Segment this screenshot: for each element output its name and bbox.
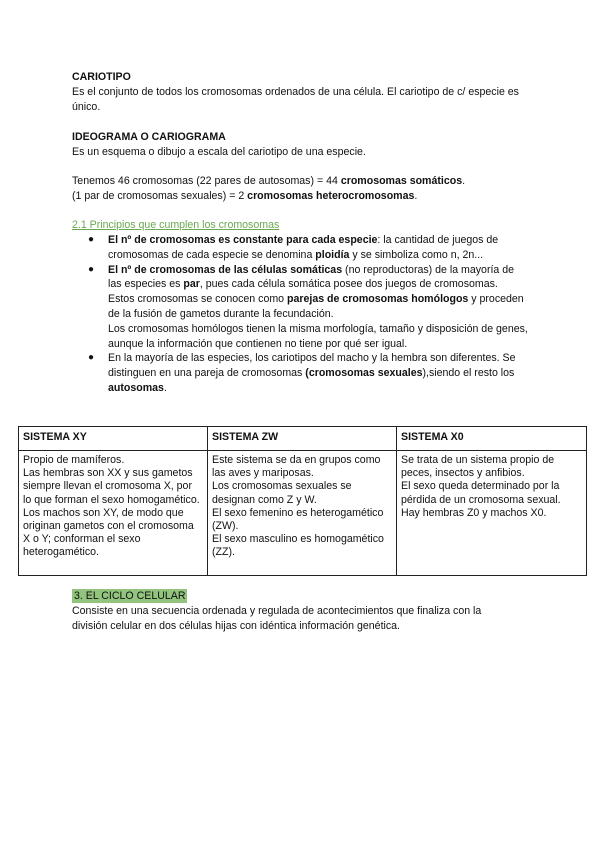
table-header-row — [19, 427, 587, 451]
counts-line-2: (1 par de cromosomas sexuales) = 2 cromosomas heterocromosomas. — [72, 189, 418, 202]
section-3-text: Consiste en una secuencia ordenada y regulada de acontecimientos que finaliza con la división celular en dos células hijas con idéntica información genética. — [72, 604, 482, 632]
table-row — [19, 451, 587, 576]
cell-xy: Propio de mamíferos. Las hembras son XX y sus gametos siempre llevan el cromosoma X, por lo que forman el sexo homogamético. Los machos son XY, de modo que originan gametos con el cromosoma X o Y; conforman el sexo heterogamético. — [19, 451, 208, 576]
section-2-1-heading-link[interactable]: 2.1 Principios que cumplen los cromosomas — [72, 219, 280, 231]
sex-systems-table — [18, 426, 587, 576]
cell-zw: Este sistema se da en grupos como las aves y mariposas. Los cromosomas sexuales se designan como Z y W. El sexo femenino es heterogamético (ZW). El sexo masculino es homogamético (ZZ). — [208, 451, 397, 576]
list-item: ● El nº de cromosomas de las células somáticas (no reproductoras) de la mayoría de las especies es par, pues cada célula somática posee dos juegos de cromosomas. Estos cromosomas se conocen como parejas de cromosomas homólogos y proceden de la fusión de gametos durante la fecundación. Los cromosomas homólogos tienen la misma morfología, tamaño y disposición de genes, aunque la información que contienen no tiene por qué ser igual. — [88, 263, 528, 350]
list-item: ● En la mayoría de las especies, los cariotipos del macho y la hembra son diferentes. Se distinguen en una pareja de cromosomas (cromosomas sexuales),siendo el resto los autosomas. — [88, 352, 516, 394]
cariotipo-text: Es el conjunto de todos los cromosomas ordenados de una célula. El cariotipo de c/ especie es único. — [72, 85, 519, 113]
header-xy: SISTEMA XY — [19, 427, 208, 451]
cariotipo-section — [72, 70, 542, 114]
counts-section — [72, 174, 542, 204]
ideograma-section — [72, 130, 542, 160]
header-zw: SISTEMA ZW — [208, 427, 397, 451]
bullet-icon: ● — [88, 263, 95, 275]
ideograma-text: Es un esquema o dibujo a escala del cariotipo de una especie. — [72, 145, 366, 158]
principles-list — [88, 233, 530, 396]
header-x0: SISTEMA X0 — [397, 427, 587, 451]
section-3-heading: 3. EL CICLO CELULAR — [74, 590, 186, 602]
ideograma-title: IDEOGRAMA O CARIOGRAMA — [72, 131, 226, 143]
cell-x0: Se trata de un sistema propio de peces, insectos y anfibios. El sexo queda determinado por la pérdida de un cromosoma sexual. Hay hembras Z0 y machos X0. — [397, 451, 587, 576]
bullet-icon: ● — [88, 234, 95, 245]
bullet-icon: ● — [88, 352, 95, 364]
cariotipo-title: CARIOTIPO — [72, 71, 131, 83]
section-3 — [72, 589, 542, 633]
list-item: ● El nº de cromosomas es constante para cada especie: la cantidad de juegos de cromosomas de cada especie se denomina ploidía y se simboliza como n, 2n... — [88, 234, 499, 261]
counts-line-1: Tenemos 46 cromosomas (22 pares de autosomas) = 44 cromosomas somáticos. — [72, 175, 466, 187]
section-2-1-heading-wrap — [72, 218, 542, 233]
